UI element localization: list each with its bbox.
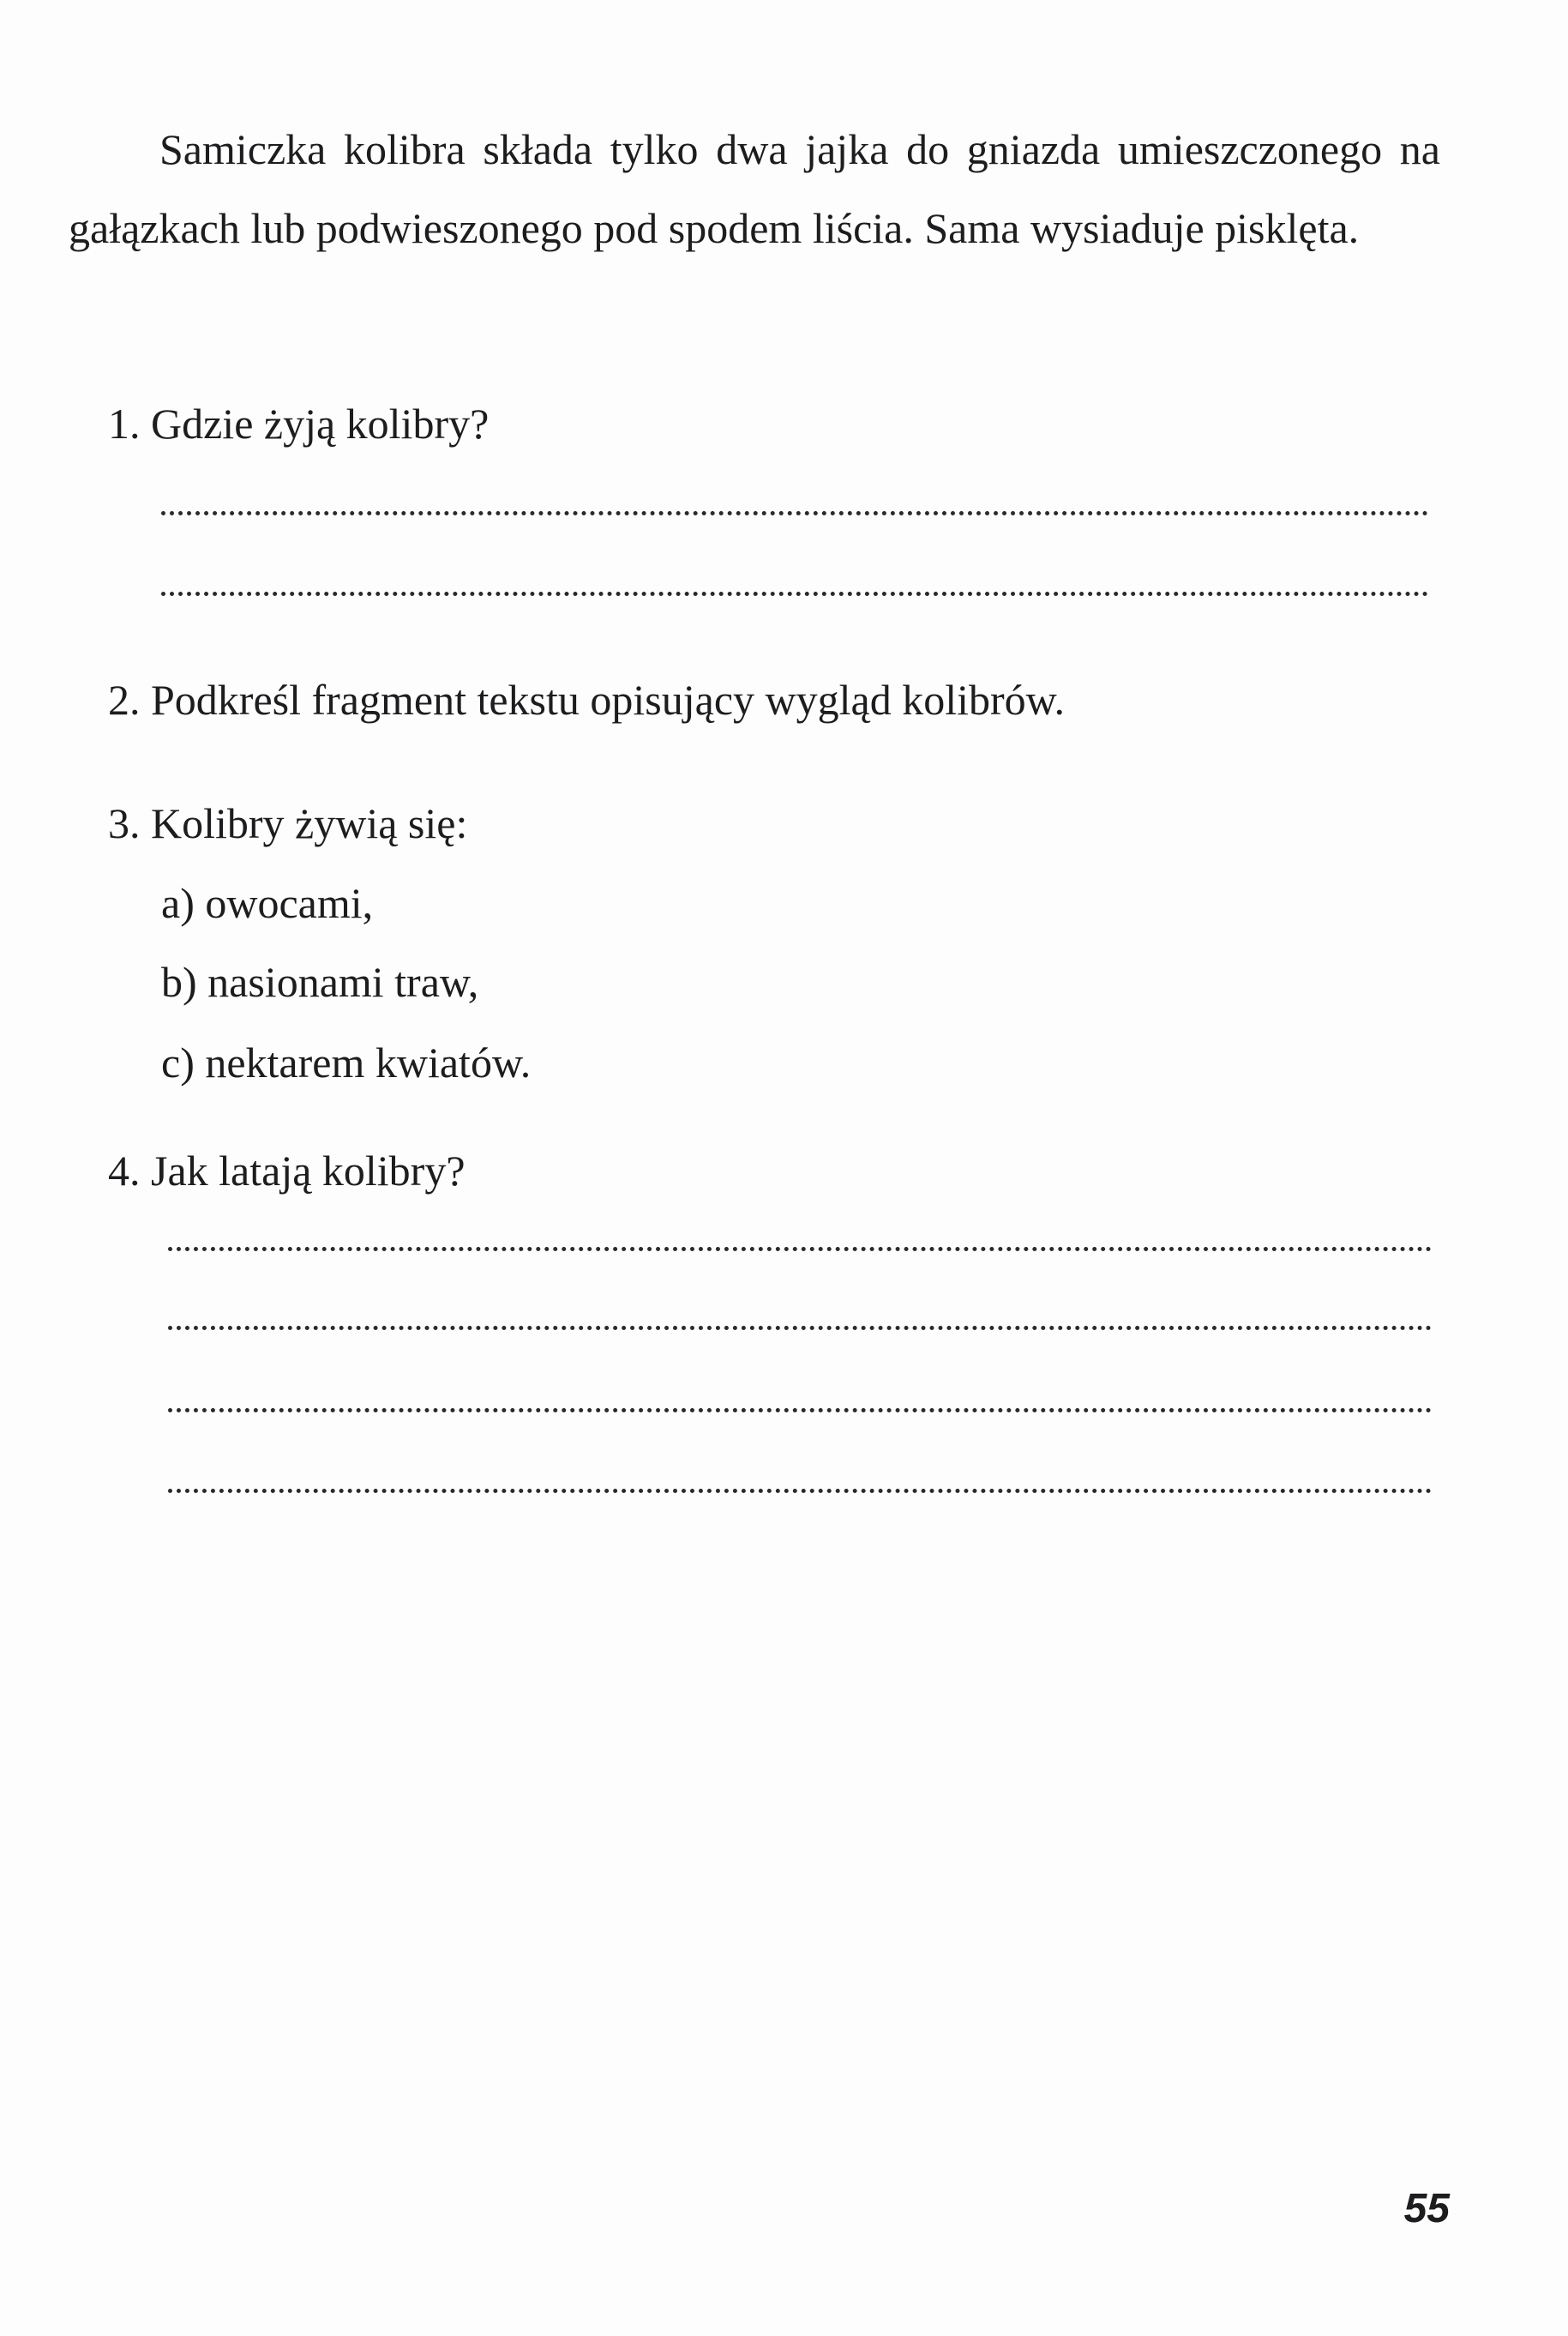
option-b: b) nasionami traw,: [161, 958, 479, 1006]
question-4: 4. Jak latają kolibry?: [108, 1147, 466, 1195]
question-2: 2. Podkreśl fragment tekstu opisujący wygląd kolibrów.: [108, 676, 1066, 724]
answer-line-4-1[interactable]: [168, 1247, 1432, 1251]
answer-line-1-2[interactable]: [161, 592, 1428, 596]
option-a: a) owocami,: [161, 879, 374, 927]
answer-line-4-2[interactable]: [168, 1326, 1432, 1330]
intro-paragraph: Samiczka kolibra składa tylko dwa jajka do gniazda umieszczonego na gałązkach lub podwieszonego pod spodem liścia. Sama wysiaduje pisklęta.: [69, 125, 1440, 252]
answer-line-4-3[interactable]: [168, 1408, 1432, 1412]
question-1: 1. Gdzie żyją kolibry?: [108, 400, 490, 448]
page-number: 55: [1403, 2186, 1450, 2231]
answer-line-4-4[interactable]: [168, 1489, 1432, 1493]
option-c: c) nektarem kwiatów.: [161, 1039, 532, 1087]
answer-line-1-1[interactable]: [161, 511, 1428, 515]
question-3: 3. Kolibry żywią się:: [108, 799, 468, 847]
